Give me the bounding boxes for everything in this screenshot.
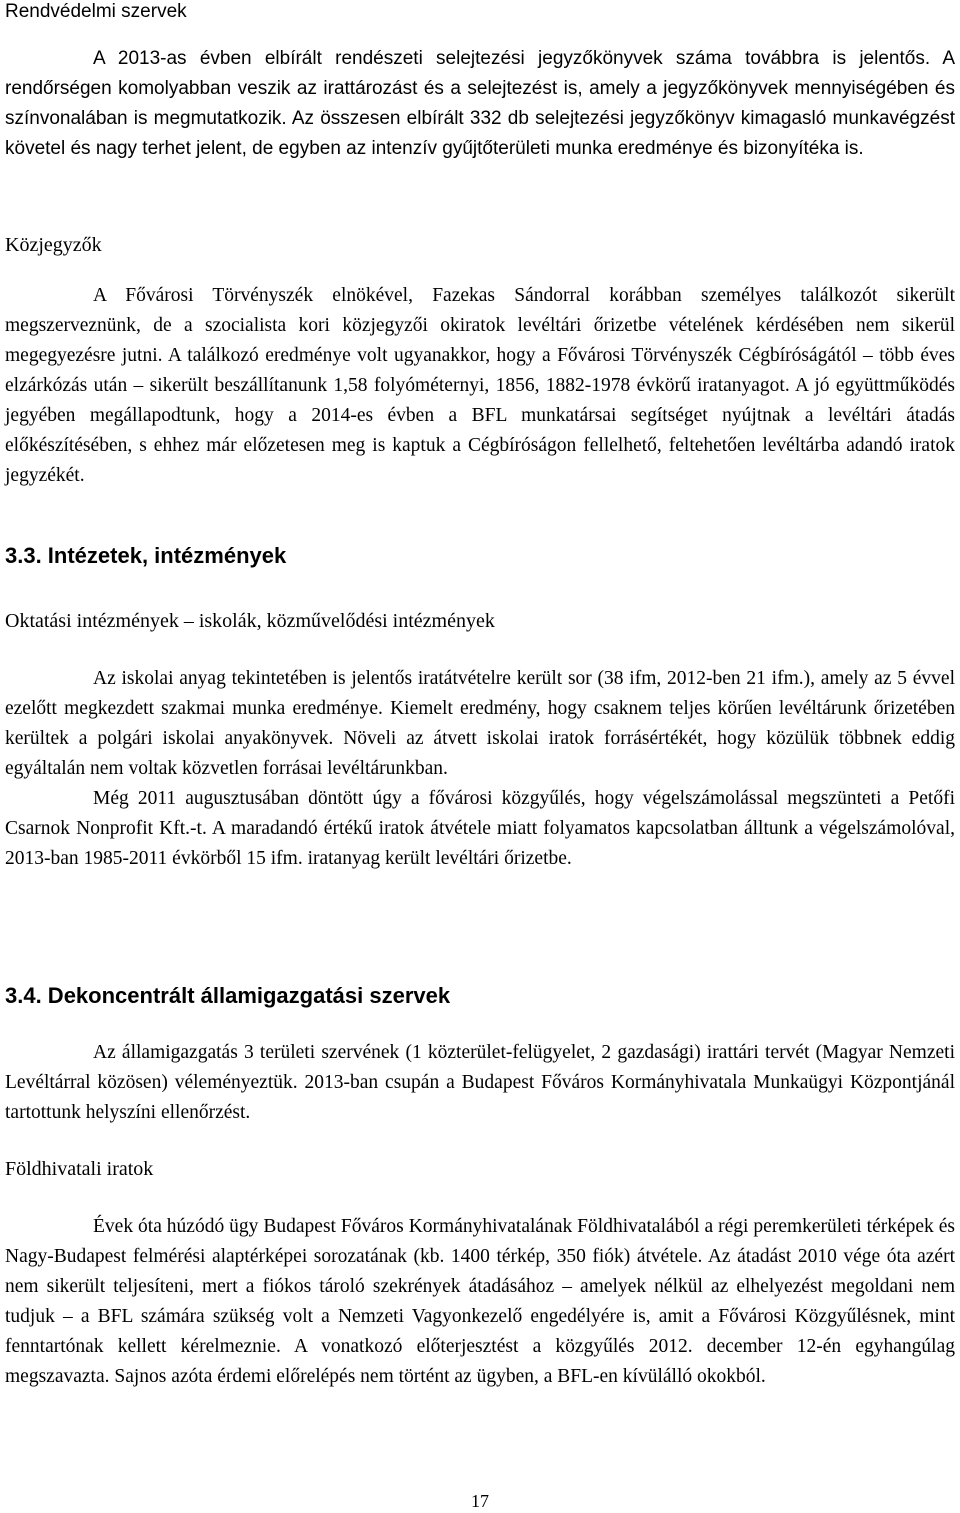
section-dekoncentralt-body	[5, 1038, 955, 1128]
section-heading-intezetek: 3.3. Intézetek, intézmények	[5, 543, 287, 568]
subsection-title-rendvedelmi: Rendvédelmi szervek	[5, 1, 187, 22]
paragraph-foldhivatali: Évek óta húzódó ügy Budapest Főváros Kormányhivatalának Földhivatalából a régi peremkerületi térképek és Nagy-Budapest felmérési alaptérképei sorozatának (kb. 1400 térkép, 350 fiók) átvétele. Az átadást 2010 vége óta azért nem sikerült teljesíteni, mert a fiókos tároló szekrények átadásához – amelyek nélkül az elhelyezést megoldani nem tudjuk – a BFL számára szükség volt a Nemzeti Vagyonkezelő engedélyére is, amit a Fővárosi Közgyűlésnek, mint fenntartónak kellett kérelmeznie. A vonatkozó előterjesztést a közgyűlés 2012. december 12-én egyhangúlag megszavazta. Sajnos azóta érdemi előrelépés nem történt az ügyben, a BFL-en kívülálló okokból.	[5, 1216, 955, 1387]
section-foldhivatali-body	[5, 1212, 955, 1392]
section-foldhivatali	[5, 1157, 955, 1181]
paragraph-dekoncentralt: Az államigazgatás 3 területi szervének (1 közterület-felügyelet, 2 gazdasági) irattári tervét (Magyar Nemzeti Levéltárral közösen) véleményeztük. 2013-ban csupán a Budapest Főváros Kormányhivatala Munkaügyi Központjánál tartottunk helyszíni ellenőrzést.	[5, 1042, 955, 1123]
section-rendvedelmi-body	[5, 44, 955, 164]
section-rendvedelmi	[5, 0, 955, 24]
subsection-title-kozjegyzok: Közjegyzők	[5, 234, 102, 256]
page-number: 17	[471, 1491, 489, 1511]
paragraph-kozjegyzok: A Fővárosi Törvényszék elnökével, Fazekas Sándorral korábban személyes találkozót sikerült megszerveznünk, de a szocialista kori közjegyzői okiratok levéltári őrizetbe vételének kérdésében nem sikerül megegyezésre jutni. A találkozó eredménye volt ugyanakkor, hogy a Fővárosi Törvényszék Cégbíróságától – több éves elzárkózás után – sikerült beszállítanunk 1,58 folyóméternyi, 1856, 1882-1978 évkörű iratanyagot. A jó együttműködés jegyében megállapodtunk, hogy a 2014-es évben a BFL munkatársai segítséget nyújtnak a levéltári átadás előkészítésében, s ehhez már előzetesen meg is kaptuk a Cégbíróságon fellelhető, feltehetően levéltárba adandó iratok jegyzékét.	[5, 285, 955, 486]
section-kozjegyzok-body	[5, 281, 955, 491]
section-intezetek	[5, 542, 955, 570]
subsection-title-foldhivatali: Földhivatali iratok	[5, 1158, 154, 1180]
paragraph-intezetek-1: Az iskolai anyag tekintetében is jelentős iratátvételre került sor (38 ifm, 2012-ben 21 ifm.), amely az 5 évvel ezelőtt megkezdett szakmai munka eredménye. Kiemelt eredmény, hogy csaknem teljes körűen levéltárunk őrizetében kerültek a polgári iskolai anyakönyvek. Növeli az átvett iskolai iratok forrásértékét, hogy közülük többnek eddig egyáltalán nem voltak közvetlen forrásai levéltárunkban.	[5, 668, 955, 779]
section-kozjegyzok	[5, 233, 955, 257]
paragraph-intezetek-2: Még 2011 augusztusában döntött úgy a fővárosi közgyűlés, hogy végelszámolással megszünteti a Petőfi Csarnok Nonprofit Kft.-t. A maradandó értékű iratok átvétele miatt folyamatos kapcsolatban álltunk a végelszámolóval, 2013-ban 1985-2011 évkörből 15 ifm. iratanyag került levéltári őrizetbe.	[5, 788, 955, 869]
paragraph-rendvedelmi: A 2013-as évben elbírált rendészeti selejtezési jegyzőkönyvek száma továbbra is jelentős. A rendőrségen komolyabban veszik az irattározást és a selejtezést is, amely a jegyzőkönyvek mennyiségében és színvonalában is megmutatkozik. Az összesen elbírált 332 db selejtezési jegyzőkönyv kimagasló munkavégzést követel és nagy terhet jelent, de egyben az intenzív gyűjtőterületi munka eredménye és bizonyítéka is.	[5, 48, 955, 159]
subsection-title-oktatasi: Oktatási intézmények – iskolák, közművelődési intézmények	[5, 610, 495, 632]
section-intezetek-body	[5, 664, 955, 874]
section-dekoncentralt	[5, 982, 955, 1010]
section-heading-dekoncentralt: 3.4. Dekoncentrált államigazgatási szervek	[5, 983, 451, 1008]
section-intezetek-subtitle	[5, 609, 955, 633]
